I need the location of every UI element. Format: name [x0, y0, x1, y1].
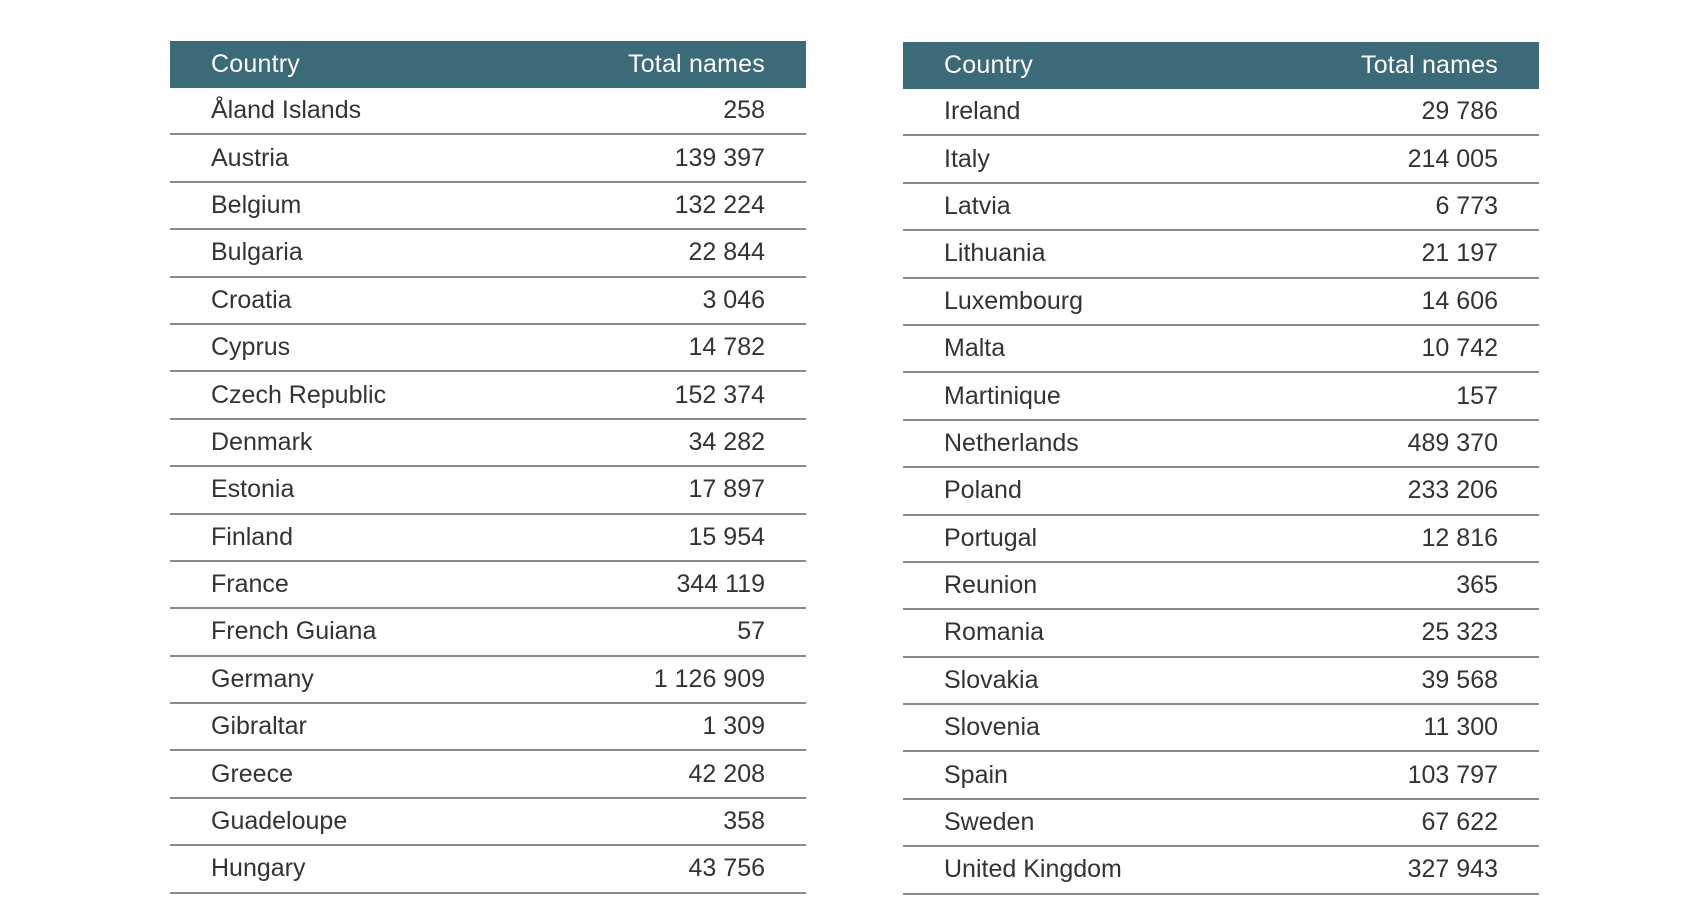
total-names-cell: 344 119 [676, 570, 765, 599]
total-names-cell: 10 742 [1421, 334, 1498, 363]
table-row [170, 704, 806, 751]
table-row [903, 800, 1539, 847]
table-row [903, 610, 1539, 657]
table-row [170, 420, 806, 467]
table-body [903, 89, 1539, 895]
country-table-right [903, 42, 1539, 895]
total-names-cell: 43 756 [688, 854, 765, 883]
country-cell: Bulgaria [211, 238, 303, 267]
country-cell: Estonia [211, 475, 295, 504]
total-names-cell: 39 568 [1421, 665, 1498, 694]
total-names-cell: 6 773 [1435, 191, 1498, 220]
table-row [170, 88, 806, 135]
table-header [903, 42, 1539, 89]
country-cell: Romania [944, 618, 1045, 647]
country-cell: Italy [944, 144, 990, 173]
country-cell: French Guiana [211, 617, 377, 646]
total-names-cell: 14 606 [1421, 286, 1498, 315]
table-row [903, 136, 1539, 183]
country-cell: Guadeloupe [211, 807, 348, 836]
total-names-cell: 57 [737, 617, 765, 646]
country-cell: Croatia [211, 285, 292, 314]
table-row [170, 183, 806, 230]
total-names-cell: 233 206 [1407, 476, 1498, 505]
table-row [170, 846, 806, 893]
country-cell: Lithuania [944, 239, 1046, 268]
table-row [170, 562, 806, 609]
table-row [170, 515, 806, 562]
country-cell: Belgium [211, 190, 302, 219]
total-names-cell: 17 897 [688, 475, 765, 504]
country-cell: Spain [944, 760, 1008, 789]
table-row [903, 231, 1539, 278]
total-names-cell: 1 309 [702, 712, 765, 741]
table-row [170, 799, 806, 846]
total-names-cell: 258 [723, 96, 765, 125]
table-row [903, 373, 1539, 420]
country-cell: Germany [211, 664, 314, 693]
table-row [903, 705, 1539, 752]
country-cell: Malta [944, 334, 1006, 363]
total-names-cell: 21 197 [1421, 239, 1498, 268]
total-names-cell: 139 397 [674, 143, 765, 172]
total-names-cell: 25 323 [1421, 618, 1498, 647]
table-row [903, 184, 1539, 231]
table-row [170, 609, 806, 656]
total-names-cell: 365 [1456, 571, 1498, 600]
country-cell: Slovakia [944, 665, 1039, 694]
total-names-cell: 14 782 [688, 333, 765, 362]
table-row [903, 326, 1539, 373]
total-names-cell: 1 126 909 [653, 664, 765, 693]
country-cell: Ireland [944, 97, 1021, 126]
country-cell: Greece [211, 759, 293, 788]
table-header [170, 41, 806, 88]
table-row [170, 278, 806, 325]
country-cell: Denmark [211, 427, 313, 456]
table-row [170, 372, 806, 419]
total-names-cell: 489 370 [1407, 428, 1498, 457]
table-row [903, 563, 1539, 610]
table-row [170, 657, 806, 704]
total-names-cell: 67 622 [1421, 808, 1498, 837]
table-row [903, 421, 1539, 468]
country-cell: Reunion [944, 571, 1038, 600]
header-total-names: Total names [628, 50, 765, 78]
table-body [170, 88, 806, 894]
table-row [170, 467, 806, 514]
country-cell: Sweden [944, 808, 1035, 837]
total-names-cell: 12 816 [1421, 523, 1498, 552]
country-cell: Gibraltar [211, 712, 307, 741]
total-names-cell: 152 374 [674, 380, 765, 409]
header-country: Country [211, 50, 300, 78]
table-row [170, 230, 806, 277]
country-cell: Portugal [944, 523, 1038, 552]
total-names-cell: 214 005 [1407, 144, 1498, 173]
table-row [170, 751, 806, 798]
country-cell: Poland [944, 476, 1022, 505]
total-names-cell: 358 [723, 807, 765, 836]
total-names-cell: 15 954 [688, 522, 765, 551]
country-cell: Luxembourg [944, 286, 1083, 315]
table-row [903, 658, 1539, 705]
total-names-cell: 103 797 [1407, 760, 1498, 789]
country-cell: Netherlands [944, 428, 1079, 457]
country-cell: Cyprus [211, 333, 291, 362]
total-names-cell: 34 282 [688, 427, 765, 456]
country-cell: Austria [211, 143, 289, 172]
country-cell: Martinique [944, 381, 1061, 410]
country-cell: Czech Republic [211, 380, 387, 409]
total-names-cell: 29 786 [1421, 97, 1498, 126]
table-row [903, 89, 1539, 136]
header-country: Country [944, 51, 1033, 79]
total-names-cell: 132 224 [674, 190, 765, 219]
table-row [903, 468, 1539, 515]
table-row [903, 847, 1539, 894]
total-names-cell: 327 943 [1407, 855, 1498, 884]
country-cell: Finland [211, 522, 293, 551]
country-cell: United Kingdom [944, 855, 1122, 884]
total-names-cell: 42 208 [688, 759, 765, 788]
table-row [903, 279, 1539, 326]
country-table-left [170, 41, 806, 894]
header-total-names: Total names [1361, 51, 1498, 79]
country-cell: Latvia [944, 191, 1011, 220]
total-names-cell: 157 [1456, 381, 1498, 410]
table-row [903, 516, 1539, 563]
table-row [170, 325, 806, 372]
country-cell: Hungary [211, 854, 306, 883]
table-row [903, 752, 1539, 799]
total-names-cell: 22 844 [688, 238, 765, 267]
country-cell: Slovenia [944, 713, 1040, 742]
total-names-cell: 3 046 [702, 285, 765, 314]
country-cell: Åland Islands [211, 96, 362, 125]
country-cell: France [211, 570, 289, 599]
total-names-cell: 11 300 [1423, 713, 1498, 742]
table-row [170, 135, 806, 182]
